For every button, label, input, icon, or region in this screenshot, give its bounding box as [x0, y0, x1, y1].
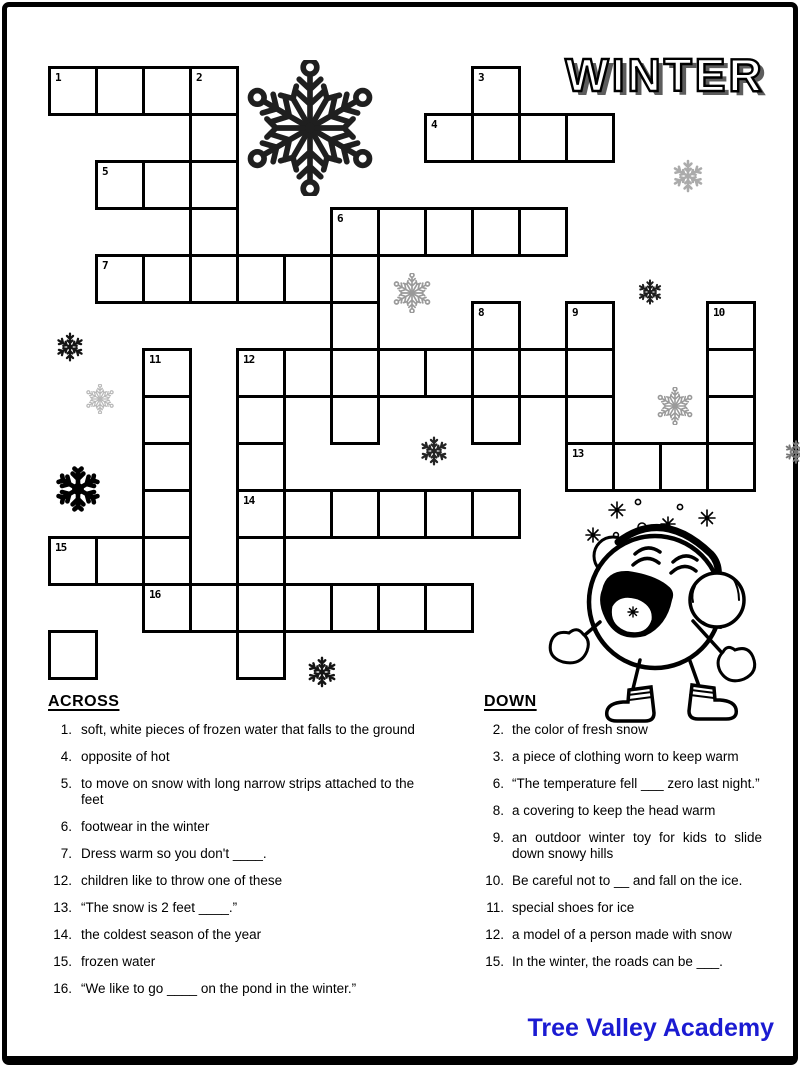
grid-cell[interactable] — [283, 254, 333, 304]
clue-item — [482, 722, 762, 738]
clue-number: 9. — [492, 830, 504, 845]
clue-item — [482, 927, 762, 943]
grid-cell[interactable] — [142, 442, 192, 492]
grid-cell[interactable] — [565, 395, 615, 445]
down-header: DOWN — [484, 693, 537, 710]
cell-number: 1 — [55, 71, 61, 84]
grid-cell[interactable] — [236, 630, 286, 680]
grid-cell[interactable] — [330, 207, 380, 257]
clue-text: a piece of clothing worn to keep warm — [512, 749, 739, 764]
grid-cell[interactable] — [142, 160, 192, 210]
clue-number: 8. — [492, 803, 504, 818]
grid-cell[interactable] — [142, 254, 192, 304]
snowflake-icon — [636, 278, 664, 306]
across-clues-section — [46, 694, 418, 1008]
clue-number: 1. — [60, 722, 72, 737]
clue-text: In the winter, the roads can be ___. — [512, 954, 723, 969]
grid-cell[interactable] — [189, 160, 239, 210]
grid-cell[interactable] — [283, 348, 333, 398]
grid-cell[interactable] — [377, 583, 427, 633]
clue-text: children like to throw one of these — [81, 873, 283, 888]
grid-cell[interactable] — [283, 489, 333, 539]
grid-cell[interactable] — [142, 348, 192, 398]
grid-cell[interactable] — [236, 583, 286, 633]
clue-number: 16. — [53, 981, 72, 996]
grid-cell[interactable] — [236, 254, 286, 304]
grid-cell[interactable] — [142, 489, 192, 539]
clue-item — [46, 722, 418, 738]
across-clue-list — [46, 722, 418, 997]
grid-cell[interactable] — [48, 630, 98, 680]
clue-item — [46, 873, 418, 889]
snowflake-icon — [392, 273, 432, 313]
grid-cell[interactable] — [142, 583, 192, 633]
clue-text: Be careful not to __ and fall on the ice. — [512, 873, 743, 888]
clue-number: 7. — [60, 846, 72, 861]
grid-cell[interactable] — [236, 395, 286, 445]
grid-cell[interactable] — [189, 207, 239, 257]
grid-cell[interactable] — [659, 442, 709, 492]
snowflake-icon — [418, 435, 450, 467]
grid-cell[interactable] — [377, 348, 427, 398]
clue-number: 12. — [485, 927, 504, 942]
grid-cell[interactable] — [95, 254, 145, 304]
grid-cell[interactable] — [330, 254, 380, 304]
clue-text: a covering to keep the head warm — [512, 803, 716, 818]
grid-cell[interactable] — [706, 442, 756, 492]
cell-number: 15 — [55, 541, 67, 554]
grid-cell[interactable] — [471, 301, 521, 351]
cell-number: 6 — [337, 212, 343, 225]
cell-number: 12 — [243, 353, 255, 366]
grid-cell[interactable] — [330, 301, 380, 351]
grid-cell[interactable] — [565, 442, 615, 492]
grid-cell[interactable] — [189, 254, 239, 304]
grid-cell[interactable] — [142, 395, 192, 445]
grid-cell[interactable] — [471, 207, 521, 257]
grid-cell[interactable] — [565, 301, 615, 351]
grid-cell[interactable] — [283, 583, 333, 633]
clue-item — [482, 830, 762, 862]
grid-cell[interactable] — [189, 583, 239, 633]
grid-cell[interactable] — [330, 583, 380, 633]
clue-item — [482, 803, 762, 819]
grid-cell[interactable] — [236, 489, 286, 539]
page-title: WINTER — [565, 49, 765, 101]
clue-number: 11. — [486, 900, 504, 915]
clue-number: 6. — [60, 819, 72, 834]
grid-cell[interactable] — [565, 348, 615, 398]
snowflake-icon — [54, 465, 102, 513]
grid-cell[interactable] — [706, 301, 756, 351]
clue-text: special shoes for ice — [512, 900, 635, 915]
clue-text: the color of fresh snow — [512, 722, 648, 737]
grid-cell[interactable] — [236, 442, 286, 492]
snowflake-icon — [656, 387, 694, 425]
clue-number: 10. — [485, 873, 504, 888]
grid-cell[interactable] — [565, 113, 615, 163]
down-clues-section — [482, 694, 762, 981]
clue-item — [46, 776, 418, 808]
clue-item — [46, 749, 418, 765]
clue-item — [482, 954, 762, 970]
grid-cell[interactable] — [424, 207, 474, 257]
grid-cell[interactable] — [236, 348, 286, 398]
clue-item — [46, 954, 418, 970]
clue-text: to move on snow with long narrow strips attached to the feet — [81, 776, 415, 807]
cell-number: 13 — [572, 447, 584, 460]
cell-number: 9 — [572, 306, 578, 319]
grid-cell[interactable] — [518, 348, 568, 398]
clue-number: 2. — [492, 722, 504, 737]
brand-footer: Tree Valley Academy — [527, 1014, 774, 1042]
grid-cell[interactable] — [142, 536, 192, 586]
clue-text: footwear in the winter — [81, 819, 210, 834]
clue-item — [46, 927, 418, 943]
clue-text: frozen water — [81, 954, 156, 969]
snowflake-icon — [305, 655, 339, 689]
clue-item — [46, 819, 418, 835]
across-header: ACROSS — [48, 693, 120, 710]
grid-cell[interactable] — [189, 66, 239, 116]
clue-text: the coldest season of the year — [81, 927, 262, 942]
grid-cell[interactable] — [377, 207, 427, 257]
clue-text: opposite of hot — [81, 749, 170, 764]
grid-cell[interactable] — [612, 442, 662, 492]
grid-cell[interactable] — [48, 66, 98, 116]
cell-number: 8 — [478, 306, 484, 319]
grid-cell[interactable] — [471, 66, 521, 116]
clue-number: 5. — [60, 776, 72, 791]
cell-number: 10 — [713, 306, 725, 319]
grid-cell[interactable] — [518, 113, 568, 163]
grid-cell[interactable] — [48, 536, 98, 586]
snowflake-icon — [85, 384, 115, 414]
clue-number: 13. — [53, 900, 72, 915]
cell-number: 16 — [149, 588, 161, 601]
cell-number: 14 — [243, 494, 255, 507]
clue-number: 3. — [492, 749, 504, 764]
grid-cell[interactable] — [518, 207, 568, 257]
grid-cell[interactable] — [706, 348, 756, 398]
cell-number: 5 — [102, 165, 108, 178]
clue-text: a model of a person made with snow — [512, 927, 732, 942]
grid-cell[interactable] — [236, 536, 286, 586]
clue-number: 14. — [53, 927, 72, 942]
clue-number: 4. — [60, 749, 72, 764]
clue-item — [46, 846, 418, 862]
grid-cell[interactable] — [189, 113, 239, 163]
grid-cell[interactable] — [95, 536, 145, 586]
grid-cell[interactable] — [471, 348, 521, 398]
clue-number: 15. — [53, 954, 72, 969]
cell-number: 7 — [102, 259, 108, 272]
grid-cell[interactable] — [471, 489, 521, 539]
grid-cell[interactable] — [142, 66, 192, 116]
grid-cell[interactable] — [95, 160, 145, 210]
clue-text: “The snow is 2 feet ____.” — [81, 900, 238, 915]
clue-number: 15. — [485, 954, 504, 969]
grid-cell[interactable] — [377, 489, 427, 539]
clue-text: soft, white pieces of frozen water that falls to the ground — [81, 722, 415, 737]
clue-item — [482, 749, 762, 765]
clue-number: 12. — [53, 873, 72, 888]
clue-item — [46, 981, 418, 997]
cell-number: 4 — [431, 118, 437, 131]
clue-item — [482, 776, 762, 792]
grid-cell[interactable] — [330, 395, 380, 445]
grid-cell[interactable] — [424, 583, 474, 633]
grid-cell[interactable] — [95, 66, 145, 116]
clue-text: “We like to go ____ on the pond in the winter.” — [81, 981, 357, 996]
clue-number: 6. — [492, 776, 504, 791]
clue-item — [482, 873, 762, 889]
clue-text: an outdoor winter toy for kids to slide down snowy hills — [512, 830, 762, 861]
snowflake-icon — [783, 439, 800, 465]
cell-number: 2 — [196, 71, 202, 84]
down-clue-list — [482, 722, 762, 970]
grid-cell[interactable] — [471, 395, 521, 445]
snowflake-icon — [242, 60, 378, 196]
grid-cell[interactable] — [424, 113, 474, 163]
grid-cell[interactable] — [424, 348, 474, 398]
snowflake-icon — [670, 158, 706, 194]
grid-cell[interactable] — [424, 489, 474, 539]
clue-text: “The temperature fell ___ zero last night.” — [512, 776, 760, 791]
clue-item — [482, 900, 762, 916]
snowflake-icon — [54, 331, 86, 363]
grid-cell[interactable] — [330, 489, 380, 539]
cell-number: 3 — [478, 71, 484, 84]
clue-text: Dress warm so you don't ____. — [81, 846, 267, 861]
grid-cell[interactable] — [330, 348, 380, 398]
cell-number: 11 — [149, 353, 161, 366]
grid-cell[interactable] — [706, 395, 756, 445]
clue-item — [46, 900, 418, 916]
grid-cell[interactable] — [471, 113, 521, 163]
